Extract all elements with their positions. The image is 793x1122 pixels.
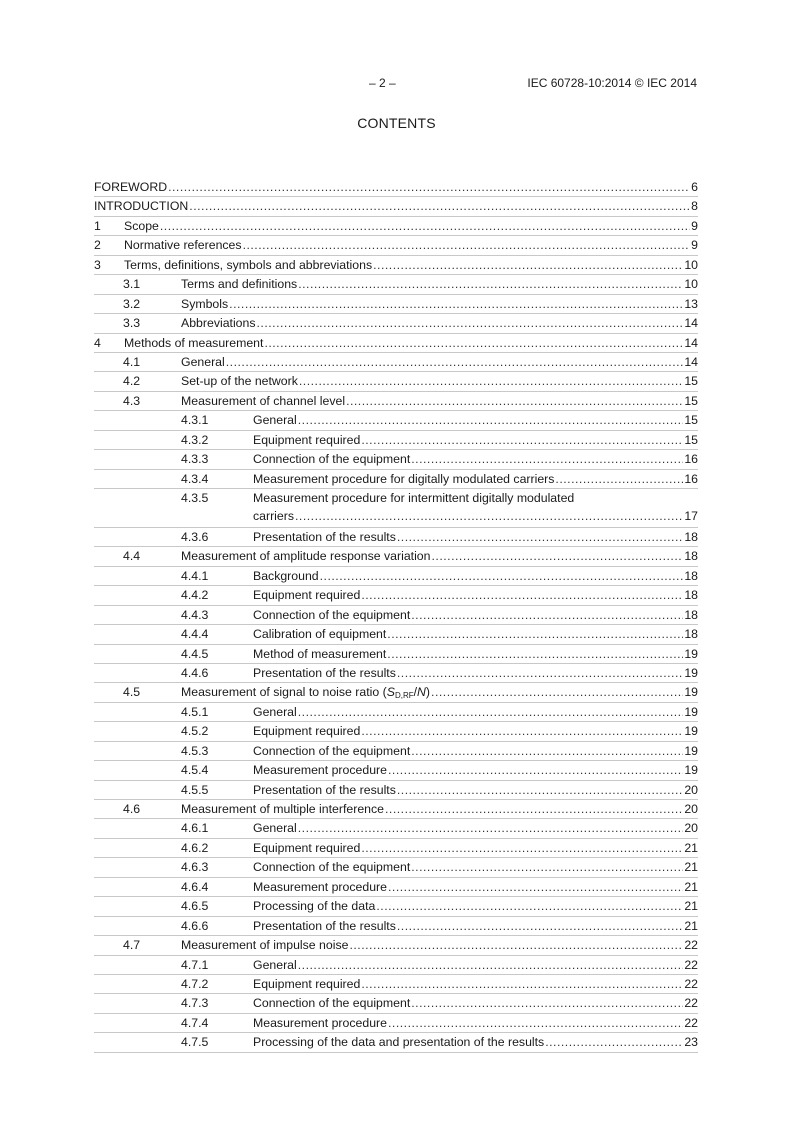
toc-entry[interactable] bbox=[94, 722, 698, 741]
toc-entry-number: 4.1 bbox=[123, 354, 141, 369]
toc-entry-page: 19 bbox=[684, 743, 698, 758]
toc-entry[interactable] bbox=[94, 897, 698, 916]
toc-entry-label: Measurement of signal to noise ratio $(S_{D,RF}/N)$ bbox=[181, 685, 431, 701]
toc-entry-page: 19 bbox=[684, 646, 698, 661]
toc-entry-number: 4.5.5 bbox=[181, 782, 209, 797]
toc-entry-page: 19 bbox=[684, 704, 698, 719]
toc-entry-page: 20 bbox=[684, 802, 698, 817]
leader-dots bbox=[387, 645, 683, 664]
toc-entry-number: 4.7.3 bbox=[181, 996, 209, 1011]
leader-dots bbox=[431, 683, 683, 702]
toc-entry-page: 14 bbox=[684, 354, 698, 369]
toc-entry-number: 4.7 bbox=[123, 938, 141, 953]
toc-entry-label: INTRODUCTION bbox=[94, 199, 189, 214]
toc-entry-page: 21 bbox=[684, 918, 698, 933]
toc-entry-page: 15 bbox=[684, 374, 698, 389]
toc-entry-page: 21 bbox=[684, 860, 698, 875]
toc-entry[interactable] bbox=[94, 392, 698, 411]
toc-entry[interactable] bbox=[94, 1033, 698, 1052]
leader-dots bbox=[361, 722, 683, 741]
toc-entry-label: Background bbox=[253, 568, 319, 583]
leader-dots bbox=[545, 1033, 683, 1052]
page-header bbox=[0, 76, 793, 92]
leader-dots bbox=[160, 217, 690, 236]
toc-entry[interactable] bbox=[94, 742, 698, 761]
toc-entry[interactable] bbox=[94, 1014, 698, 1033]
toc-entry-page: 15 bbox=[684, 393, 698, 408]
toc-entry-page: 22 bbox=[684, 996, 698, 1011]
leader-dots bbox=[387, 625, 683, 644]
toc-entry-label: Method of measurement bbox=[253, 646, 387, 661]
toc-entry-number: 4.4.4 bbox=[181, 627, 209, 642]
toc-entry-label: Terms and definitions bbox=[181, 277, 298, 292]
leader-dots bbox=[264, 334, 683, 353]
toc-entry-number: 4.5.2 bbox=[181, 724, 209, 739]
toc-entry[interactable] bbox=[94, 197, 698, 216]
toc-entry-number: 4.7.1 bbox=[181, 957, 209, 972]
page-title: CONTENTS bbox=[357, 115, 436, 131]
toc-entry-number: 4.3.4 bbox=[181, 471, 209, 486]
toc-entry[interactable] bbox=[94, 936, 698, 955]
leader-dots bbox=[189, 197, 690, 216]
toc-entry-number: 4.5.4 bbox=[181, 763, 209, 778]
toc-entry[interactable] bbox=[94, 839, 698, 858]
leader-dots bbox=[411, 742, 683, 761]
document-identifier: IEC 60728-10:2014 © IEC 2014 bbox=[527, 76, 697, 90]
toc-entry-page: 20 bbox=[684, 821, 698, 836]
toc-entry-page: 23 bbox=[684, 1035, 698, 1050]
toc-entry-number: 2 bbox=[94, 238, 101, 253]
leader-dots bbox=[361, 975, 683, 994]
toc-entry-page: 14 bbox=[684, 316, 698, 331]
leader-dots bbox=[346, 392, 683, 411]
toc-entry-page: 18 bbox=[684, 607, 698, 622]
toc-entry[interactable] bbox=[94, 314, 698, 333]
toc-entry-label: Presentation of the results bbox=[253, 529, 396, 544]
leader-dots bbox=[168, 178, 690, 197]
leader-dots bbox=[243, 236, 691, 255]
toc-entry-label: Connection of the equipment bbox=[253, 996, 411, 1011]
toc-entry-page: 21 bbox=[684, 899, 698, 914]
toc-entry-page: 9 bbox=[691, 238, 698, 253]
toc-entry-number: 4.6.6 bbox=[181, 918, 209, 933]
toc-entry-number: 4.6.5 bbox=[181, 899, 209, 914]
toc-entry-page: 21 bbox=[684, 840, 698, 855]
toc-entry-label: Presentation of the results bbox=[253, 665, 396, 680]
toc-entry-label: Normative references bbox=[124, 238, 242, 253]
toc-entry-number: 4.2 bbox=[123, 374, 141, 389]
toc-entry-label: Equipment required bbox=[253, 724, 361, 739]
toc-entry-label: Symbols bbox=[181, 296, 229, 311]
leader-dots bbox=[298, 956, 684, 975]
toc-entry-number: 4.3.1 bbox=[181, 413, 209, 428]
toc-entry-label: Equipment required bbox=[253, 432, 361, 447]
toc-entry[interactable] bbox=[94, 878, 698, 897]
toc-entry-label: Measurement procedure bbox=[253, 1015, 387, 1030]
toc-entry-page: 17 bbox=[684, 509, 698, 523]
toc-entry-label: Equipment required bbox=[253, 840, 361, 855]
toc-entry[interactable] bbox=[94, 217, 698, 236]
toc-entry-label: General bbox=[253, 821, 297, 836]
leader-dots bbox=[298, 819, 684, 838]
toc-entry-page: 21 bbox=[684, 879, 698, 894]
toc-entry-number: 4.6.1 bbox=[181, 821, 209, 836]
toc-entry[interactable] bbox=[94, 858, 698, 877]
toc-entry[interactable] bbox=[94, 411, 698, 430]
toc-entry[interactable] bbox=[94, 664, 698, 683]
leader-dots bbox=[229, 295, 683, 314]
toc-entry-number: 4.7.4 bbox=[181, 1015, 209, 1030]
toc-entry-label: Processing of the data bbox=[253, 899, 376, 914]
toc-entry-number: 4.4.3 bbox=[181, 607, 209, 622]
leader-dots bbox=[361, 431, 683, 450]
toc-entry[interactable] bbox=[94, 956, 698, 975]
toc-entry-number: 3.1 bbox=[123, 277, 141, 292]
toc-entry-label: Measurement of amplitude response variation bbox=[181, 549, 431, 564]
toc-entry[interactable] bbox=[94, 781, 698, 800]
leader-dots bbox=[385, 800, 683, 819]
leader-dots bbox=[298, 275, 683, 294]
leader-dots bbox=[411, 450, 683, 469]
toc-entry-page: 18 bbox=[684, 588, 698, 603]
toc-entry-label: General bbox=[253, 957, 297, 972]
toc-entry-label: Processing of the data and presentation of the results bbox=[253, 1035, 545, 1050]
toc-entry-page: 13 bbox=[684, 296, 698, 311]
toc-entry-number: 4.6.4 bbox=[181, 879, 209, 894]
leader-dots bbox=[397, 528, 683, 547]
leader-dots bbox=[361, 586, 683, 605]
toc-entry[interactable] bbox=[94, 256, 698, 275]
toc-entry[interactable] bbox=[94, 683, 698, 702]
toc-entry-page: 18 bbox=[684, 627, 698, 642]
leader-dots bbox=[376, 897, 683, 916]
toc-entry-page: 8 bbox=[691, 199, 698, 214]
leader-dots bbox=[411, 994, 683, 1013]
toc-entry-page: 22 bbox=[684, 957, 698, 972]
toc-entry[interactable] bbox=[94, 334, 698, 353]
toc-entry-label: Measurement of impulse noise bbox=[181, 938, 349, 953]
toc-entry[interactable] bbox=[94, 353, 698, 372]
toc-entry-page: 16 bbox=[684, 471, 698, 486]
toc-entry-label-continued: carriers bbox=[253, 509, 294, 523]
toc-entry-number: 1 bbox=[94, 218, 101, 233]
toc-entry[interactable] bbox=[94, 431, 698, 450]
toc-entry[interactable] bbox=[94, 586, 698, 605]
leader-dots bbox=[397, 664, 683, 683]
toc-entry[interactable] bbox=[94, 994, 698, 1013]
toc-entry-page: 6 bbox=[691, 180, 698, 194]
toc-entry-page: 18 bbox=[684, 549, 698, 564]
toc-entry-page: 19 bbox=[684, 724, 698, 739]
toc-entry-page: 22 bbox=[684, 1015, 698, 1030]
toc-entry[interactable] bbox=[94, 606, 698, 625]
toc-entry-number: 4.4 bbox=[123, 549, 141, 564]
toc-entry-page: 9 bbox=[691, 218, 698, 233]
toc-entry[interactable] bbox=[94, 528, 698, 547]
toc-entry[interactable] bbox=[94, 489, 698, 528]
toc-entry-number: 4.3.6 bbox=[181, 529, 209, 544]
toc-entry[interactable] bbox=[94, 236, 698, 255]
toc-entry-label: Calibration of equipment bbox=[253, 627, 387, 642]
toc-entry-number: 4.4.2 bbox=[181, 588, 209, 603]
toc-entry-number: 4 bbox=[94, 335, 101, 350]
toc-entry[interactable] bbox=[94, 567, 698, 586]
toc-entry-number: 4.5.1 bbox=[181, 704, 209, 719]
leader-dots bbox=[411, 606, 683, 625]
toc-entry-label: Measurement procedure for digitally modulated carriers bbox=[253, 471, 555, 486]
toc-entry-label: Connection of the equipment bbox=[253, 452, 411, 467]
leader-dots bbox=[411, 858, 683, 877]
toc-entry-page: 18 bbox=[684, 529, 698, 544]
toc-entry-label: Equipment required bbox=[253, 588, 361, 603]
toc-entry[interactable] bbox=[94, 295, 698, 314]
leader-dots bbox=[388, 761, 683, 780]
toc-entry-page: 22 bbox=[684, 938, 698, 953]
leader-dots bbox=[226, 353, 684, 372]
toc-entry[interactable] bbox=[94, 761, 698, 780]
page-number: – 2 – bbox=[369, 76, 396, 90]
toc-entry[interactable] bbox=[94, 450, 698, 469]
leader-dots bbox=[295, 508, 683, 524]
toc-entry-number: 4.3.5 bbox=[181, 491, 209, 505]
toc-entry-number: 4.5 bbox=[123, 685, 141, 700]
toc-entry[interactable] bbox=[94, 470, 698, 489]
toc-entry-label: General bbox=[181, 354, 225, 369]
toc-entry-label: Connection of the equipment bbox=[253, 607, 411, 622]
toc-entry-number: 4.6 bbox=[123, 802, 141, 817]
toc-entry[interactable] bbox=[94, 975, 698, 994]
toc-entry-label: Measurement procedure bbox=[253, 763, 387, 778]
toc-entry-number: 4.6.2 bbox=[181, 840, 209, 855]
toc-entry-page: 19 bbox=[684, 763, 698, 778]
leader-dots bbox=[397, 917, 683, 936]
leader-dots bbox=[388, 878, 683, 897]
toc-entry-label: Connection of the equipment bbox=[253, 743, 411, 758]
toc-entry[interactable] bbox=[94, 800, 698, 819]
leader-dots bbox=[298, 411, 684, 430]
toc-entry-label: Terms, definitions, symbols and abbreviations bbox=[124, 257, 373, 272]
toc-entry-label: Measurement of channel level bbox=[181, 393, 346, 408]
leader-dots bbox=[397, 781, 683, 800]
leader-dots bbox=[555, 470, 683, 489]
toc-entry-label: Measurement procedure for intermittent digitally modulated bbox=[253, 491, 575, 505]
toc-entry-label: General bbox=[253, 413, 297, 428]
toc-entry-number: 4.4.6 bbox=[181, 665, 209, 680]
toc-entry-page: 10 bbox=[684, 277, 698, 292]
toc-entry[interactable] bbox=[94, 645, 698, 664]
toc-entry-label: Abbreviations bbox=[181, 316, 256, 331]
toc-entry-label: Scope bbox=[124, 218, 159, 233]
leader-dots bbox=[298, 703, 684, 722]
leader-dots bbox=[388, 1014, 683, 1033]
toc-entry[interactable] bbox=[94, 547, 698, 566]
toc-entry-page: 10 bbox=[684, 257, 698, 272]
toc-entry-page: 14 bbox=[684, 335, 698, 350]
toc-entry[interactable] bbox=[94, 372, 698, 391]
leader-dots bbox=[320, 567, 684, 586]
toc-entry-label: FOREWORD bbox=[94, 180, 168, 194]
toc-entry-page: 19 bbox=[684, 665, 698, 680]
toc-entry-label: General bbox=[253, 704, 297, 719]
leader-dots bbox=[373, 256, 683, 275]
toc-entry-label: Presentation of the results bbox=[253, 782, 396, 797]
toc-entry-number: 4.4.1 bbox=[181, 568, 209, 583]
toc-entry-number: 4.6.3 bbox=[181, 860, 209, 875]
toc-entry-label: Presentation of the results bbox=[253, 918, 396, 933]
toc-entry-page: 22 bbox=[684, 976, 698, 991]
toc-entry-number: 4.7.5 bbox=[181, 1035, 209, 1050]
toc-entry-number: 3.3 bbox=[123, 316, 141, 331]
leader-dots bbox=[257, 314, 684, 333]
toc-entry-number: 3 bbox=[94, 257, 101, 272]
toc-entry-label: Measurement of multiple interference bbox=[181, 802, 384, 817]
table-of-contents bbox=[94, 178, 698, 1053]
leader-dots bbox=[361, 839, 683, 858]
toc-entry-label: Connection of the equipment bbox=[253, 860, 411, 875]
toc-entry-page: 15 bbox=[684, 432, 698, 447]
toc-entry[interactable] bbox=[94, 625, 698, 644]
toc-entry-number: 4.7.2 bbox=[181, 976, 209, 991]
toc-entry-label: Set-up of the network bbox=[181, 374, 298, 389]
toc-entry-number: 4.4.5 bbox=[181, 646, 209, 661]
toc-entry-page: 16 bbox=[684, 452, 698, 467]
toc-entry-page: 20 bbox=[684, 782, 698, 797]
toc-entry-page: 18 bbox=[684, 568, 698, 583]
toc-entry-number: 4.3.3 bbox=[181, 452, 209, 467]
toc-entry[interactable] bbox=[94, 917, 698, 936]
toc-entry-page: 15 bbox=[684, 413, 698, 428]
toc-entry[interactable] bbox=[94, 275, 698, 294]
toc-entry-number: 3.2 bbox=[123, 296, 141, 311]
toc-entry[interactable] bbox=[94, 703, 698, 722]
toc-entry[interactable] bbox=[94, 178, 698, 197]
leader-dots bbox=[349, 936, 683, 955]
leader-dots bbox=[432, 547, 684, 566]
toc-entry[interactable] bbox=[94, 819, 698, 838]
toc-entry-number: 4.3 bbox=[123, 393, 141, 408]
toc-entry-number: 4.3.2 bbox=[181, 432, 209, 447]
toc-entry-label: Equipment required bbox=[253, 976, 361, 991]
toc-entry-label: Measurement procedure bbox=[253, 879, 387, 894]
leader-dots bbox=[299, 372, 683, 391]
toc-entry-page: 19 bbox=[684, 685, 698, 700]
toc-entry-label: Methods of measurement bbox=[124, 335, 264, 350]
toc-entry-number: 4.5.3 bbox=[181, 743, 209, 758]
